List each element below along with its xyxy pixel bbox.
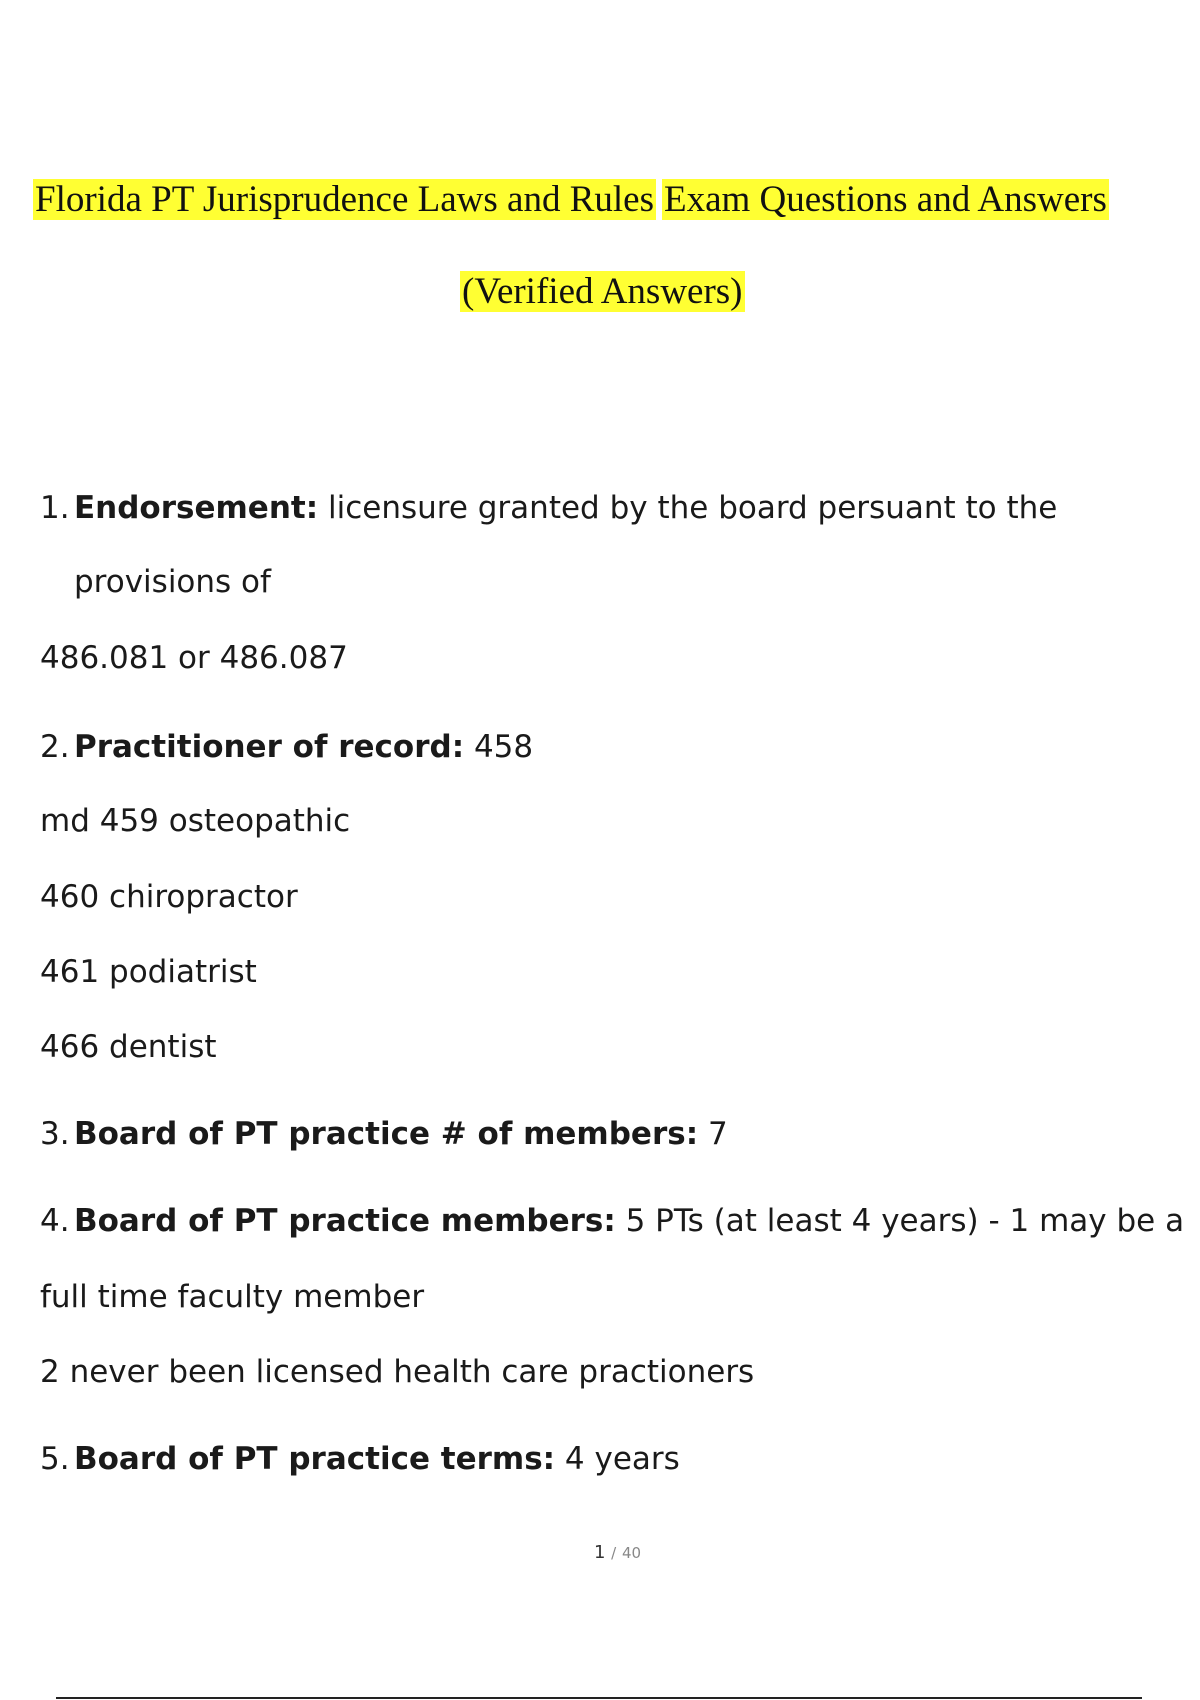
item-answer: 4 years xyxy=(555,1441,680,1477)
qa-item-3 xyxy=(40,1114,728,1154)
item-number: 2. xyxy=(40,729,70,765)
item-1-line-2: 486.081 or 486.087 xyxy=(40,640,348,676)
item-answer: 458 xyxy=(464,729,534,765)
item-number: 1. xyxy=(40,490,70,526)
qa-item-2 xyxy=(40,727,533,767)
item-4-line-1: full time faculty member xyxy=(40,1279,425,1315)
item-number: 3. xyxy=(40,1116,70,1152)
item-4-line-2: 2 never been licensed health care practioners xyxy=(40,1354,755,1390)
item-1-line-1: provisions of xyxy=(74,564,271,600)
item-2-line-2: 460 chiropractor xyxy=(40,879,298,915)
item-term: Practitioner of record: xyxy=(74,729,465,765)
item-answer: licensure granted by the board persuant to the xyxy=(318,490,1058,526)
item-term: Board of PT practice members: xyxy=(74,1203,616,1239)
document-subtitle xyxy=(460,268,745,316)
item-2-line-4: 466 dentist xyxy=(40,1029,217,1065)
title-part-2: Exam Questions and Answers xyxy=(663,179,1107,220)
page-total: 40 xyxy=(621,1544,642,1562)
page-separator: / xyxy=(611,1544,617,1562)
item-number: 5. xyxy=(40,1441,70,1477)
item-term: Board of PT practice # of members: xyxy=(74,1116,699,1152)
document-title xyxy=(33,176,1109,224)
title-part-1: Florida PT Jurisprudence Laws and Rules xyxy=(35,179,654,220)
subtitle-text: (Verified Answers) xyxy=(462,271,743,312)
item-2-line-1: md 459 osteopathic xyxy=(40,803,351,839)
item-answer: 5 PTs (at least 4 years) - 1 may be a xyxy=(615,1203,1185,1239)
page-current: 1 xyxy=(593,1542,606,1563)
item-number: 4. xyxy=(40,1203,70,1239)
item-term: Board of PT practice terms: xyxy=(74,1441,556,1477)
footer-divider xyxy=(56,1697,1142,1699)
qa-item-5 xyxy=(40,1439,680,1479)
item-term: Endorsement: xyxy=(74,490,319,526)
item-answer: 7 xyxy=(698,1116,728,1152)
qa-item-4 xyxy=(40,1201,1184,1241)
page-number xyxy=(0,1541,1200,1565)
item-2-line-3: 461 podiatrist xyxy=(40,954,257,990)
qa-item-1 xyxy=(40,488,1057,528)
